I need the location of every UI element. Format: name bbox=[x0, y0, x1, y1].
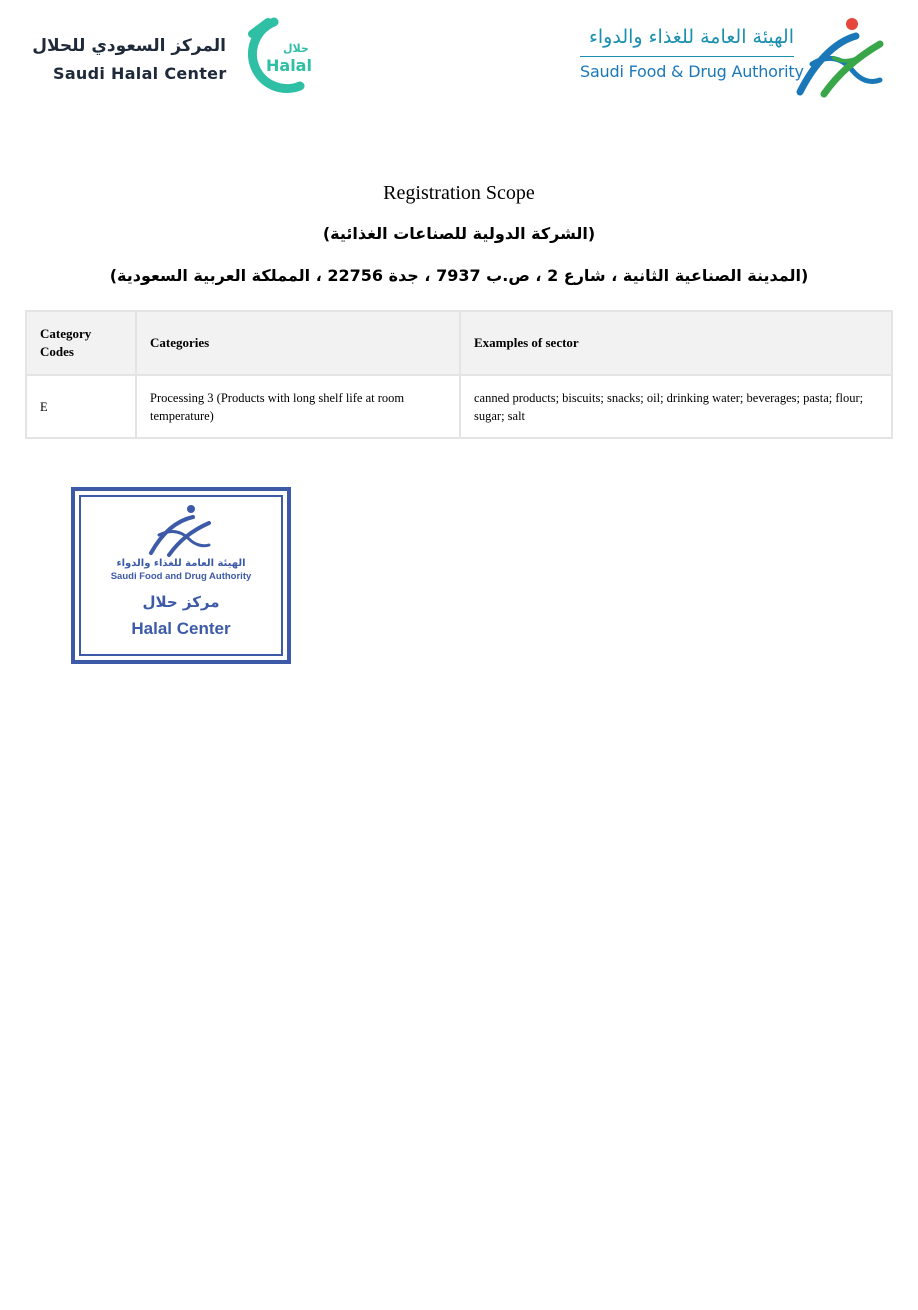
cell-category: Processing 3 (Products with long shelf life at room temperature) bbox=[136, 375, 460, 438]
halal-center-stamp bbox=[71, 487, 291, 664]
sfda-divider bbox=[580, 56, 794, 57]
header-examples-of-sector: Examples of sector bbox=[460, 311, 892, 375]
registration-scope-table bbox=[25, 310, 893, 439]
stamp-center-english: Halal Center bbox=[131, 619, 231, 638]
sfda-logo bbox=[576, 14, 886, 100]
table-header-row bbox=[26, 311, 892, 375]
halal-center-arabic-name: المركز السعودي للحلال bbox=[32, 36, 226, 56]
company-name: (الشركة الدولية للصناعات الغذائية) bbox=[322, 224, 596, 243]
stamp-center-arabic: مركز حلال bbox=[142, 593, 220, 611]
table-row bbox=[26, 375, 892, 438]
header-categories: Categories bbox=[136, 311, 460, 375]
halal-badge-arabic: حلال bbox=[283, 42, 309, 55]
stamp-authority-arabic: الهيئة العامة للغذاء والدواء bbox=[116, 558, 246, 569]
sfda-arabic-name: الهيئة العامة للغذاء والدواء bbox=[588, 26, 794, 48]
cell-examples: canned products; biscuits; snacks; oil; drinking water; beverages; pasta; flour; sugar; salt bbox=[460, 375, 892, 438]
halal-badge-english: Halal bbox=[266, 56, 312, 75]
header-category-codes: Category Codes bbox=[26, 311, 136, 375]
sfda-english-name: Saudi Food & Drug Authority bbox=[580, 62, 804, 81]
sfda-emblem-icon bbox=[794, 14, 884, 100]
document-title: Registration Scope bbox=[383, 182, 535, 204]
stamp-sfda-emblem-icon bbox=[147, 503, 213, 557]
stamp-authority-english: Saudi Food and Drug Authority bbox=[110, 571, 252, 582]
company-address: (المدينة الصناعية الثانية ، شارع 2 ، ص.ب 7937 ، جدة 22756 ، المملكة العربية السعودية) bbox=[109, 266, 809, 285]
saudi-halal-center-logo bbox=[32, 16, 312, 98]
halal-center-english-name: Saudi Halal Center bbox=[53, 64, 227, 83]
cell-category-code: E bbox=[26, 375, 136, 438]
